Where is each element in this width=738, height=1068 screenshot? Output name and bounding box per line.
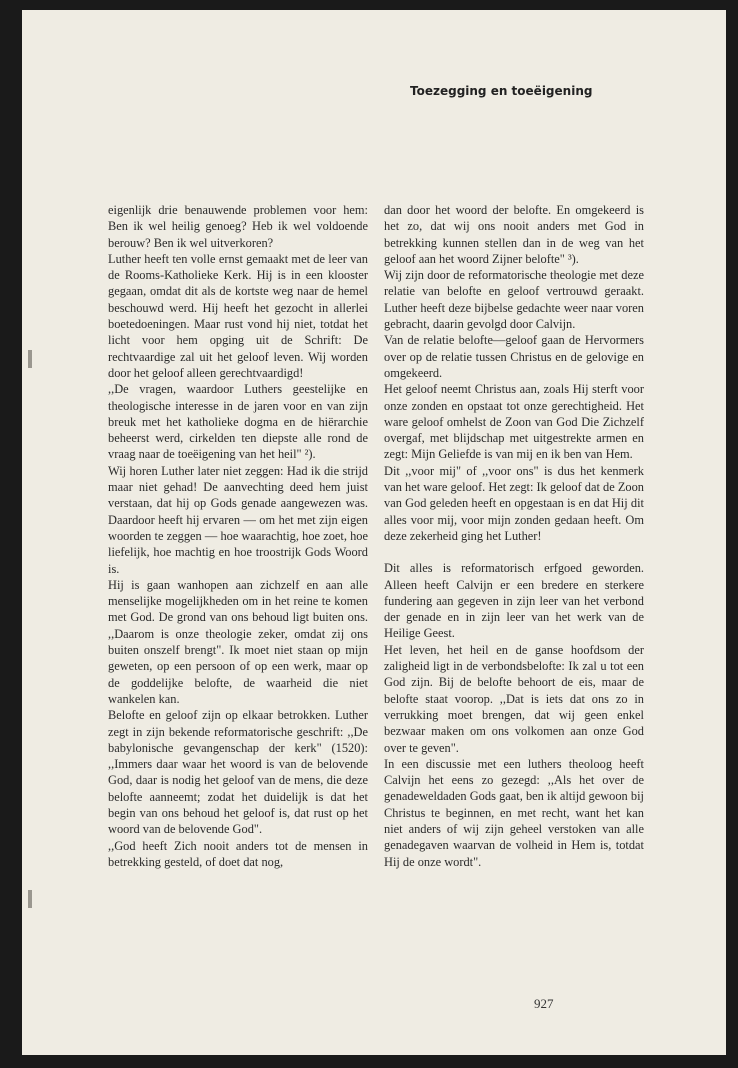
paragraph: Het geloof neemt Christus aan, zoals Hij sterft voor onze zonden en opstaat tot onze gerechtigheid. Het ware geloof omhelst de Zoon van God Die Zichzelf overgaf, met blijdschap met uitgestrekte armen en zegt: Mijn Geliefde is van mij en ik ben van Hem. — [384, 382, 644, 462]
paragraph: eigenlijk drie benauwende problemen voor hem: Ben ik wel heilig genoeg? Heb ik wel voldoende berouw? Ben ik wel uitverkoren? — [108, 203, 368, 250]
paragraph: Wij horen Luther later niet zeggen: Had ik die strijd maar niet gehad! De aanvechting deed hem juist verstaan, dat hij op Gods genade aangewezen was. Daardoor heeft hij ervaren — om het met zijn eigen woorden te zeggen — hoe waarachtig, hoe zoet, hoe liefelijk, hoe machtig en hoe troostrijk Gods Woord is. — [108, 463, 368, 576]
paragraph: ,,God heeft Zich nooit anders tot de mensen in betrekking gesteld, of doet dat nog, — [108, 838, 368, 869]
paragraph: Van de relatie belofte—geloof gaan de Hervormers over op de relatie tussen Christus en de gelovige en omgekeerd. — [384, 333, 644, 380]
running-header: Toezegging en toeëigening — [410, 84, 593, 98]
paragraph: dan door het woord der belofte. En omgekeerd is het zo, dat wij ons nooit anders met God in betrekking kunnen stellen dan in de weg van het geloof aan het woord Zijner belofte" ³). — [384, 203, 644, 266]
paragraph: Het leven, het heil en de ganse hoofdsom der zaligheid ligt in de verbondsbelofte: Ik zal u tot een God zijn. Bij de belofte behoort de eis, maar de belofte staat voorop. ,,Dat is iets dat ons zo in verrukking moet brengen, dat wij geen enkel bezwaar maken om ons volkomen aan onze God over te geven". — [384, 642, 644, 755]
paragraph: Belofte en geloof zijn op elkaar betrokken. Luther zegt in zijn bekende reformatorische geschrift: ,,De babylonische gevangenschap der kerk" (1520): ,,Immers daar waar het woord is van de belovende God, daar is nodig het geloof van de mens, die deze belofte aanneemt; zodat het duidelijk is dat het begin van ons behoud het geloof is, dat rust op het woord van de belovende God". — [108, 708, 368, 837]
left-column — [108, 202, 368, 870]
paragraph: In een discussie met een luthers theoloog heeft Calvijn het eens zo gezegd: ,,Als het over de genadeweldaden Gods gaat, ben ik altijd gewoon bij Christus te beginnen, en met recht, want het kan niet anders of wij zijn geheel verstoken van alle genadegaven waarvan de volheid in Hem is, totdat Hij de onze wordt". — [384, 756, 644, 869]
paragraph: ,,De vragen, waardoor Luthers geestelijke en theologische interesse in de jaren voor en van zijn breuk met het katholieke dogma en de hiërarchie beheerst werd, cirkelden ten diepste alle rond de vraag naar de toeëigening van het heil" ²). — [108, 382, 368, 462]
page — [22, 10, 726, 1055]
paragraph: Wij zijn door de reformatorische theologie met deze relatie van belofte en geloof vertrouwd geraakt. Luther heeft deze bijbelse gedachte weer naar voren gebracht, daarin gevolgd door Calvijn. — [384, 268, 644, 332]
paragraph: Dit alles is reformatorisch erfgoed geworden. Alleen heeft Calvijn er een bredere en sterkere fundering aan gegeven in zijn leer van het verbond der genade en in zijn leer van het werk van de Heilige Geest. — [384, 561, 644, 641]
paragraph: Luther heeft ten volle ernst gemaakt met de leer van de Rooms-Katholieke Kerk. Hij is in een klooster gegaan, omdat dit als de kortste weg naar de hemel beschouwd werd. Hij heeft het gezocht in allerlei boetedoeningen. Maar rust vond hij niet, totdat het licht voor hem opging uit de Schrift: De rechtvaardige zal uit het geloof leven. Wij worden door het geloof alleen gerechtvaardigd! — [108, 251, 368, 380]
right-column — [384, 202, 644, 870]
paragraph: Dit ,,voor mij" of ,,voor ons" is dus het kenmerk van het ware geloof. Het zegt: Ik geloof dat de Zoon van God geleden heeft en opgestaan is en dat Hij dit alles voor mij, voor mijn zonden gedaan heeft. Om deze zekerheid ging het Luther! — [384, 463, 644, 543]
margin-mark — [28, 350, 32, 368]
page-number: 927 — [534, 996, 554, 1011]
margin-mark — [28, 890, 32, 908]
paragraph: Hij is gaan wanhopen aan zichzelf en aan alle menselijke mogelijkheden om in het reine te komen met God. De grond van ons behoud ligt buiten ons. ,,Daarom is onze theologie zeker, omdat zij ons buiten onszelf brengt". Ik moet niet staan op mijn geweten, op een persoon of op een werk, maar op de goddelijke belofte, de waarheid die niet wankelen kan. — [108, 577, 368, 706]
